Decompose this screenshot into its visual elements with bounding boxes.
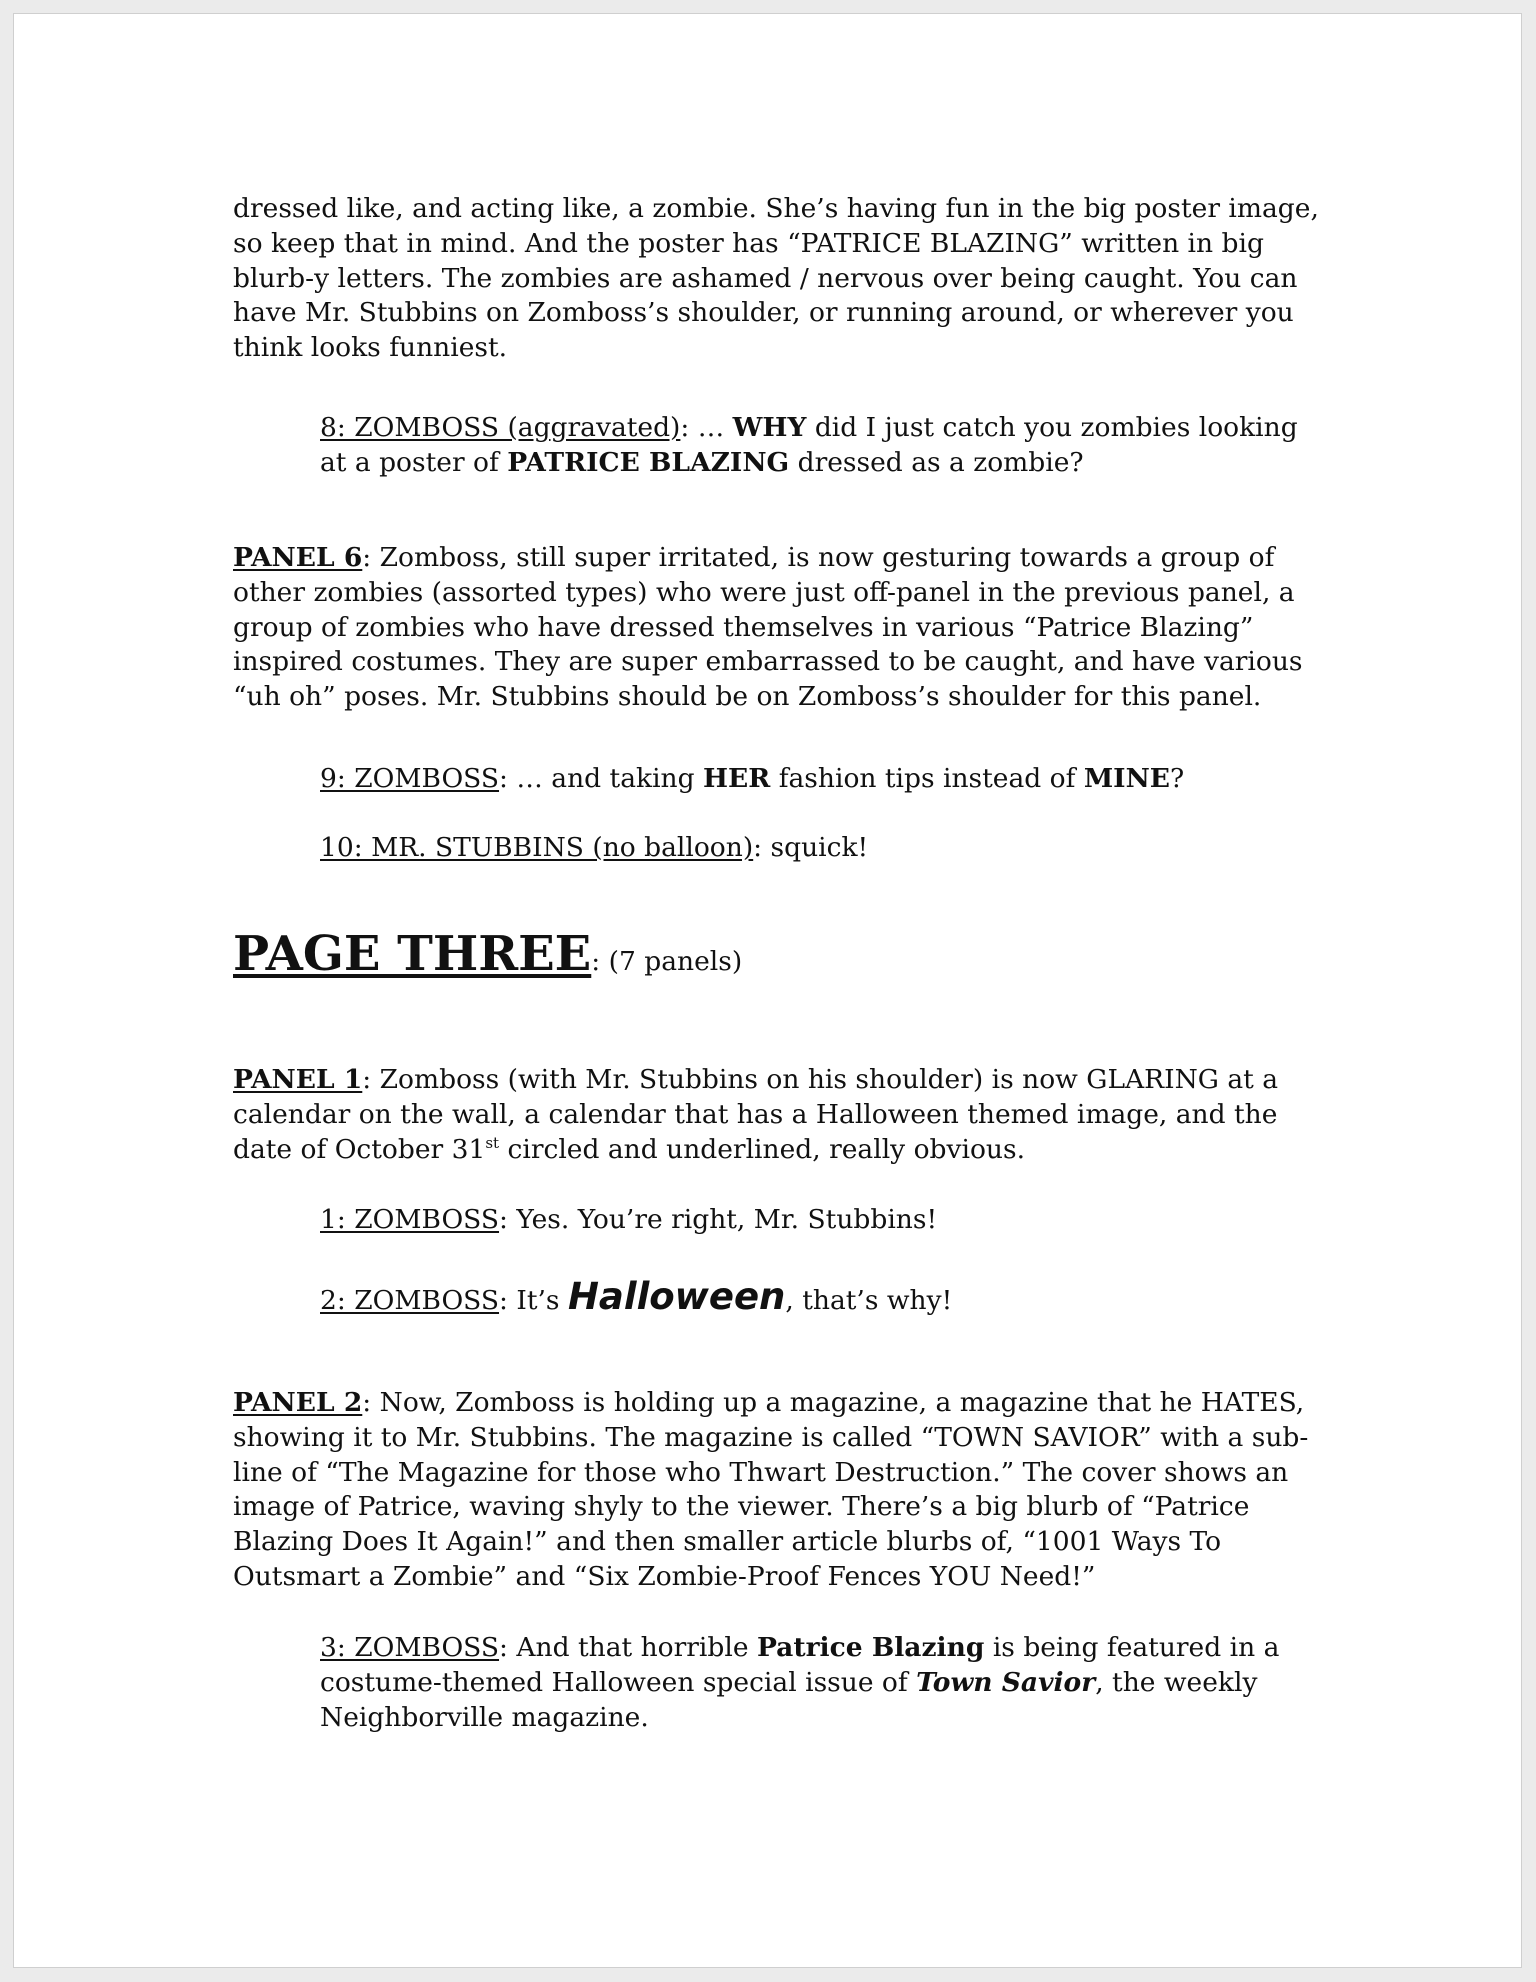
dialogue-text: ? (1170, 763, 1185, 794)
dialogue-text: : … (680, 412, 733, 443)
dialogue-line-3 (320, 1631, 1330, 1735)
opening-paragraph: dressed like, and acting like, a zombie. She’s having fun in the big poster image, so keep that in mind. And the poster has “PATRICE BLAZING” written in big blurb-y letters. The zombies are ashamed / nervous over being caught. You can have Mr. Stubbins on Zomboss’s shoulder, or running around, or wherever you think looks funniest. (233, 193, 1319, 364)
speaker-label: 2: ZOMBOSS (320, 1285, 500, 1316)
dialogue-text: fashion tips instead of (770, 763, 1084, 794)
dialogue-emphasis: WHY (732, 412, 807, 443)
dialogue-line-10 (320, 831, 1330, 866)
speaker-label: 3: ZOMBOSS (320, 1632, 500, 1663)
dialogue-emphasis: Patrice Blazing (756, 1632, 985, 1663)
ordinal-suffix: st (485, 1133, 500, 1152)
page-three-heading (233, 924, 742, 992)
panel-label: PANEL 1 (233, 1064, 363, 1095)
panel-label: PANEL 6 (233, 542, 363, 573)
page-title: PAGE THREE (233, 926, 592, 982)
page-subtitle: : (7 panels) (591, 946, 743, 977)
dialogue-line-9 (320, 762, 1330, 797)
dialogue-emphasis: MINE (1083, 763, 1170, 794)
dialogue-text: : … and taking (499, 763, 703, 794)
dialogue-text: , the weekly Neighborville magazine. (320, 1666, 1258, 1733)
speaker-label: 1: ZOMBOSS (320, 1204, 500, 1235)
dialogue-text: is being featured in a costume-themed Halloween special issue of (320, 1632, 1280, 1698)
panel-text: : Zomboss (with Mr. Stubbins on his shoulder) is now GLARING at a calendar on the wall, a calendar that has a Halloween themed image, and the date of October 31 (233, 1064, 1279, 1165)
dialogue-text: did I just catch you zombies looking at a poster of (320, 412, 1298, 478)
dialogue-text: , that’s why! (785, 1285, 953, 1316)
panel-6-description (233, 541, 1323, 715)
dialogue-text: : And that horrible (499, 1632, 757, 1663)
panel-2-description (233, 1386, 1323, 1595)
speaker-label: 9: ZOMBOSS (320, 763, 500, 794)
speaker-label: 10: MR. STUBBINS (no balloon) (320, 832, 754, 863)
speaker-label: 8: ZOMBOSS (aggravated) (320, 412, 681, 443)
dialogue-text: dressed as a zombie? (789, 446, 1084, 478)
dialogue-emphasis: PATRICE BLAZING (507, 446, 790, 478)
document-page (13, 13, 1522, 1968)
panel-text: : Zomboss, still super irritated, is now gesturing towards a group of other zombies (assorted types) who were just off-panel in the previous panel, a group of zombies who have dressed themselves in various “Patrice Blazing” inspired costumes. They are super embarrassed to be caught, and have various “uh oh” poses. Mr. Stubbins should be on Zomboss’s shoulder for this panel. (233, 542, 1303, 713)
dialogue-line-1 (320, 1203, 1330, 1238)
panel-label: PANEL 2 (233, 1387, 363, 1418)
panel-1-description (233, 1063, 1323, 1167)
dialogue-line-8 (320, 411, 1330, 481)
dialogue-text: : squick! (753, 832, 869, 863)
dialogue-text: : It’s (499, 1285, 568, 1316)
dialogue-emphasis-italic: Town Savior (916, 1666, 1096, 1698)
dialogue-line-2 (320, 1272, 1330, 1326)
dialogue-text: : Yes. You’re right, Mr. Stubbins! (499, 1204, 938, 1235)
dialogue-emphasis: HER (703, 763, 771, 794)
dialogue-emphasis-large: Halloween (567, 1275, 786, 1318)
panel-text: : Now, Zomboss is holding up a magazine, a magazine that he HATES, showing it to Mr. Stubbins. The magazine is called “TOWN SAVIOR” with a sub-line of “The Magazine for those who Thwart Destruction.” The cover shows an image of Patrice, waving shyly to the viewer. There’s a big blurb of “Patrice Blazing Does It Again!” and then smaller article blurbs of, “1001 Ways To Outsmart a Zombie” and “Six Zombie-Proof Fences YOU Need!” (233, 1387, 1309, 1592)
panel-text: circled and underlined, really obvious. (499, 1133, 1025, 1165)
